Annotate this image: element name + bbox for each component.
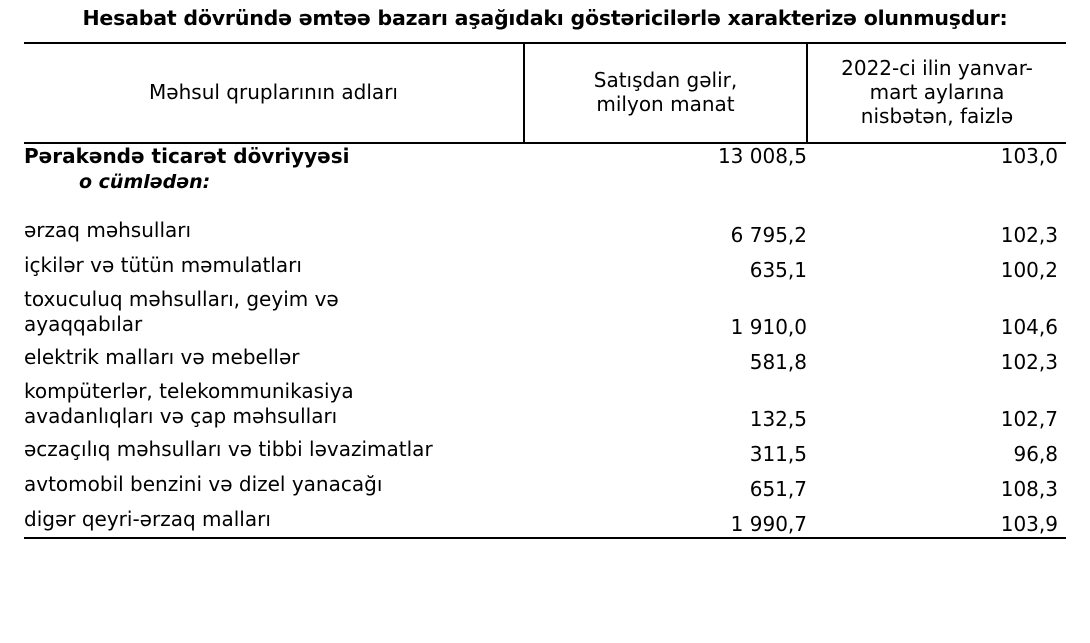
- row-percent: 103,0: [1000, 143, 1058, 168]
- row-label: avtomobil benzini və dizel yanacağı: [24, 471, 383, 496]
- row-revenue: 635,1: [749, 257, 807, 282]
- row-label-line1: kompüterlər, telekommunikasiya: [24, 378, 354, 403]
- column-header-revenue-line2: milyon manat: [596, 92, 735, 117]
- row-revenue: 132,5: [749, 406, 807, 431]
- row-percent: [807, 169, 1066, 205]
- row-revenue: [524, 169, 807, 205]
- statistics-table: [24, 42, 1066, 539]
- row-revenue: 13 008,5: [717, 143, 807, 168]
- row-revenue: 1 910,0: [730, 314, 807, 339]
- row-percent: 96,8: [1013, 441, 1058, 466]
- spacer-cell: [807, 205, 1066, 213]
- row-label-line2: avadanlıqları və çap məhsulları: [24, 403, 338, 428]
- row-revenue: 311,5: [749, 441, 807, 466]
- table-row: [24, 143, 1066, 169]
- column-header-revenue-line1: Satışdan gəlir,: [593, 67, 738, 92]
- row-percent: 108,3: [1000, 476, 1058, 501]
- row-percent: 104,6: [1000, 314, 1058, 339]
- row-label: [24, 283, 524, 340]
- table-row: [24, 248, 1066, 283]
- row-revenue: 6 795,2: [730, 222, 807, 247]
- column-header-product-groups: [24, 43, 524, 143]
- row-label-line1: toxuculuq məhsulları, geyim və: [24, 286, 339, 311]
- row-revenue: 581,8: [749, 349, 807, 374]
- column-header-percent: [807, 43, 1066, 143]
- row-percent: 102,3: [1000, 349, 1058, 374]
- spacer-cell: [524, 205, 807, 213]
- row-label: içkilər və tütün məmulatları: [24, 252, 302, 277]
- spacer-row: [24, 205, 1066, 213]
- row-percent: 102,3: [1000, 222, 1058, 247]
- row-percent: 103,9: [807, 502, 1066, 538]
- column-header-percent-line1: 2022-ci ilin yanvar-: [841, 55, 1033, 80]
- row-percent: 100,2: [1000, 257, 1058, 282]
- row-label: elektrik malları və mebellər: [24, 344, 300, 369]
- table-row: [24, 340, 1066, 375]
- column-header-percent-line3: nisbətən, faizlə: [860, 104, 1014, 129]
- table-row: [24, 502, 1066, 538]
- column-header-revenue: [524, 43, 807, 143]
- row-label: [24, 375, 524, 432]
- row-revenue: 1 990,7: [524, 502, 807, 538]
- row-label: digər qeyri-ərzaq malları: [24, 502, 524, 538]
- row-percent: 102,7: [1000, 406, 1058, 431]
- column-header-percent-line2: mart aylarına: [869, 79, 1005, 104]
- table-row: [24, 467, 1066, 502]
- row-label: əczaçılıq məhsulları və tibbi ləvazimatlar: [24, 436, 433, 461]
- row-label: ərzaq məhsulları: [24, 217, 192, 242]
- table-header-row: [24, 43, 1066, 143]
- table-row: [24, 375, 1066, 432]
- table-body: [24, 143, 1066, 538]
- column-header-product-groups-line1: Məhsul qruplarının adları: [149, 79, 398, 104]
- row-label-line2: ayaqqabılar: [24, 311, 143, 336]
- row-label: o cümlədən:: [79, 170, 211, 193]
- spacer-cell: [24, 205, 524, 213]
- table-row: [24, 169, 1066, 205]
- table-row: [24, 283, 1066, 340]
- page-title: Hesabat dövründə əmtəə bazarı aşağıdakı göstəricilərlə xarakterizə olunmuşdur:: [82, 6, 1008, 30]
- table-row: [24, 213, 1066, 248]
- row-revenue: 651,7: [749, 476, 807, 501]
- table-header: [24, 43, 1066, 143]
- table-row: [24, 432, 1066, 467]
- row-label: Pərakəndə ticarət dövriyyəsi: [24, 143, 350, 168]
